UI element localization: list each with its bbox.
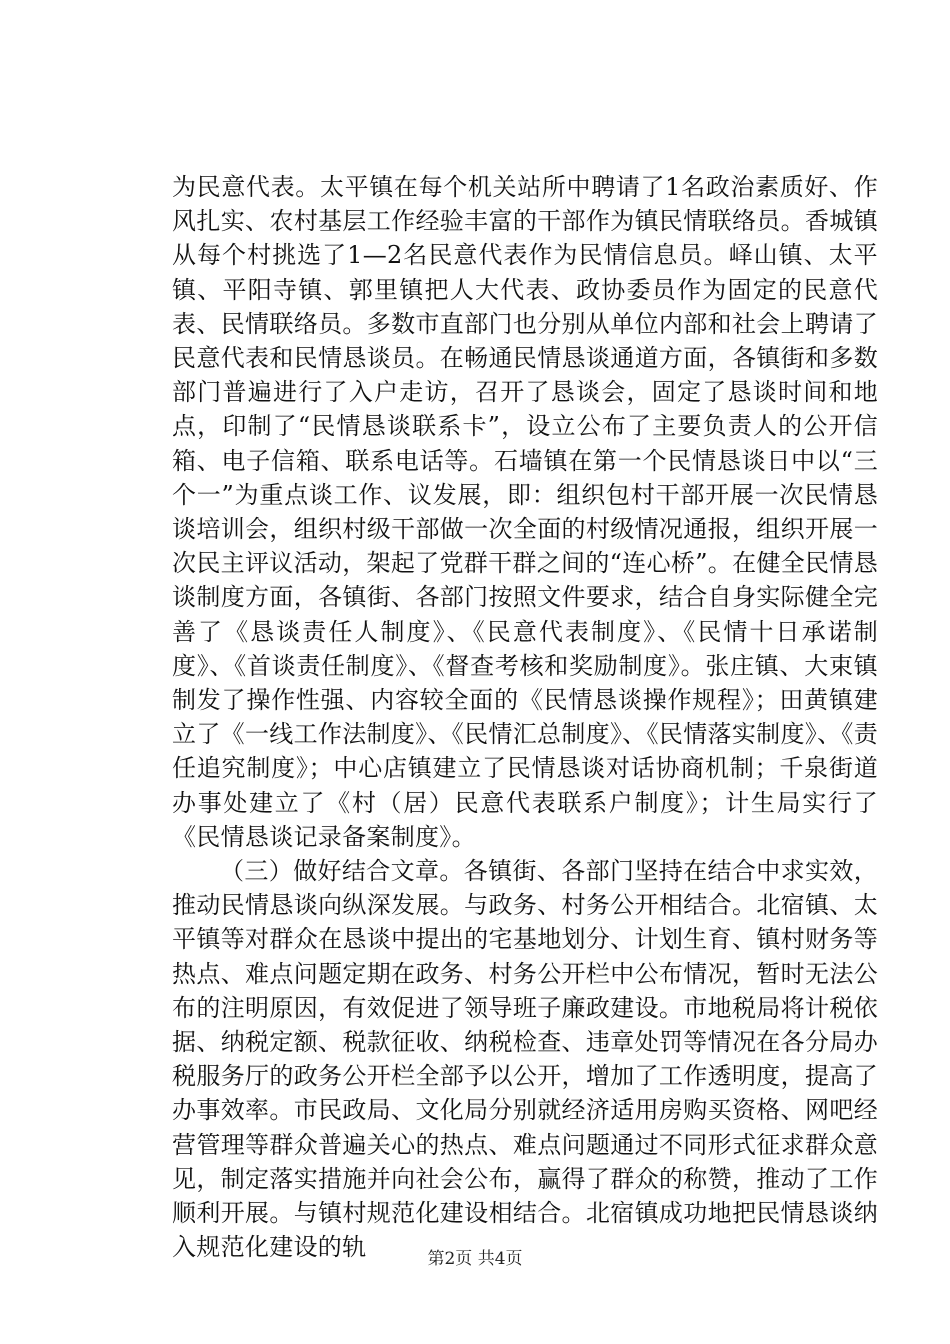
paragraph-continued: 为民意代表。太平镇在每个机关站所中聘请了1名政治素质好、作风扎实、农村基层工作经验丰富的干部作为镇民情联络员。香城镇从每个村挑选了1—2名民意代表作为民情信息员。峄山镇、太平镇、平阳寺镇、郭里镇把人大代表、政协委员作为固定的民意代表、民情联络员。多数市直部门也分别从单位内部和社会上聘请了民意代表和民情恳谈员。在畅通民情恳谈通道方面，各镇街和多数部门普遍进行了入户走访，召开了恳谈会，固定了恳谈时间和地点，印制了“民情恳谈联系卡”，设立公布了主要负责人的公开信箱、电子信箱、联系电话等。石墙镇在第一个民情恳谈日中以“三个一”为重点谈工作、议发展，即：组织包村干部开展一次民情恳谈培训会，组织村级干部做一次全面的村级情况通报，组织开展一次民主评议活动，架起了党群干群之间的“连心桥”。在健全民情恳谈制度方面，各镇街、各部门按照文件要求，结合自身实际健全完善了《恳谈责任人制度》、《民意代表制度》、《民情十日承诺制度》、《首谈责任制度》、《督查考核和奖励制度》。张庄镇、大束镇制发了操作性强、内容较全面的《民情恳谈操作规程》；田黄镇建立了《一线工作法制度》、《民情汇总制度》、《民情落实制度》、《责任追究制度》；中心店镇建立了民情恳谈对话协商机制；千泉街道办事处建立了《村（居）民意代表联系户制度》；计生局实行了《民情恳谈记录备案制度》。 — [172, 173, 878, 851]
paragraph-section-three: （三）做好结合文章。各镇街、各部门坚持在结合中求实效，推动民情恳谈向纵深发展。与政务、村务公开相结合。北宿镇、太平镇等对群众在恳谈中提出的宅基地划分、计划生育、镇村财务等热点、难点问题定期在政务、村务公开栏中公布情况，暂时无法公布的注明原因，有效促进了领导班子廉政建设。市地税局将计税依据、纳税定额、税款征收、纳税检查、违章处罚等情况在各分局办税服务厅的政务公开栏全部予以公开，增加了工作透明度，提高了办事效率。市民政局、文化局分别就经济适用房购买资格、网吧经营管理等群众普遍关心的热点、难点问题通过不同形式征求群众意见，制定落实措施并向社会公布，赢得了群众的称赞，推动了工作顺利开展。与镇村规范化建设相结合。北宿镇成功地把民情恳谈纳入规范化建设的轨 — [172, 857, 878, 1262]
page-number-footer: 第2页 共4页 — [427, 1249, 523, 1269]
document-body — [172, 170, 878, 1265]
